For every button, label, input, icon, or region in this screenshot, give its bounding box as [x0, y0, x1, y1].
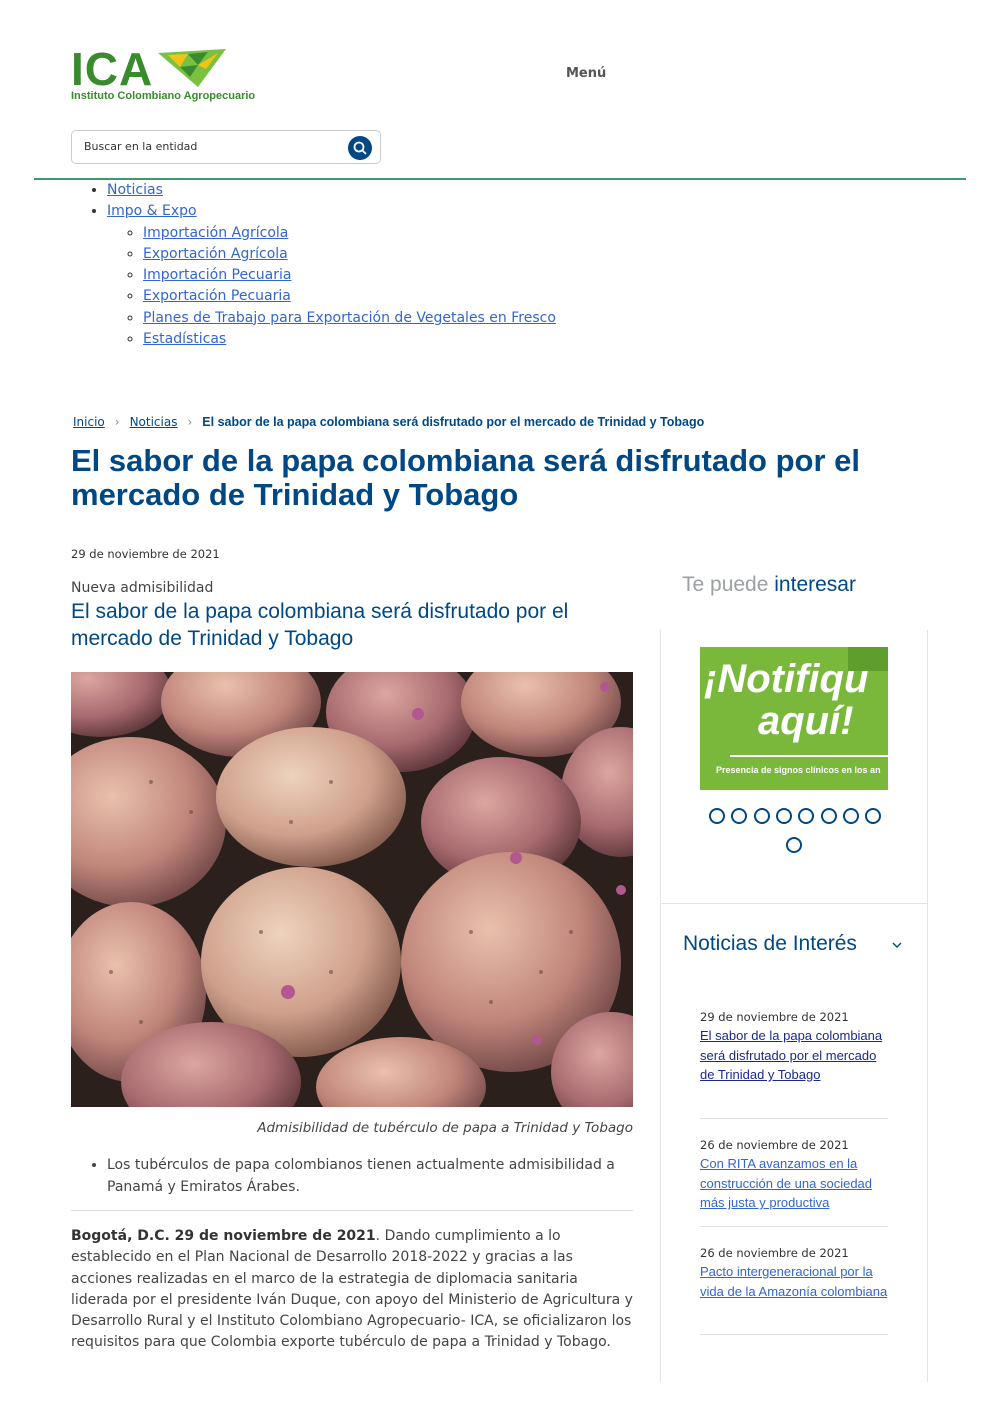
potatoes-image	[71, 672, 633, 1107]
news-link[interactable]: El sabor de la papa colombiana será disfrutado por el mercado de Trinidad y Tobago	[700, 1028, 883, 1082]
article-body	[71, 1226, 633, 1354]
search-input[interactable]	[82, 139, 336, 154]
carousel-dot[interactable]	[709, 808, 725, 824]
nav-item-impo-expo	[107, 201, 556, 350]
breadcrumb-home[interactable]: Inicio	[73, 415, 105, 429]
nav-link-exportacion-agricola[interactable]: Exportación Agrícola	[143, 245, 288, 262]
divider	[700, 1334, 888, 1335]
news-date: 26 de noviembre de 2021	[700, 1246, 849, 1260]
banner-divider	[730, 755, 888, 757]
interest-heading	[682, 573, 856, 597]
nav-subitem	[143, 308, 556, 329]
list-item: • Los tubérculos de papa colombianos tienen actualmente admisibilidad a Panamá y Emiratos Árabes.	[107, 1154, 633, 1198]
nav-subitem	[143, 265, 556, 286]
chevron-right-icon: ›	[187, 415, 193, 429]
divider	[700, 1226, 888, 1227]
search-icon	[348, 136, 372, 160]
page-title: El sabor de la papa colombiana será disfrutado por el mercado de Trinidad y Tobago	[71, 443, 860, 512]
search-button[interactable]	[348, 136, 372, 160]
nav-subitem	[143, 329, 556, 350]
banner-title-2: aquí!	[758, 699, 854, 743]
nav-link-impo-expo[interactable]: Impo & Expo	[107, 203, 197, 220]
sidebar-divider	[660, 903, 928, 904]
news-date: 29 de noviembre de 2021	[700, 1010, 849, 1024]
main-nav	[0, 180, 556, 350]
chevron-right-icon: ›	[114, 415, 120, 429]
divider	[71, 1210, 633, 1211]
news-item	[700, 1008, 888, 1085]
nav-subitem	[143, 286, 556, 307]
news-date: 26 de noviembre de 2021	[700, 1138, 849, 1152]
nav-item-noticias	[107, 180, 556, 201]
carousel-dot[interactable]	[821, 808, 837, 824]
article-kicker: Nueva admisibilidad	[71, 580, 214, 596]
news-of-interest-heading[interactable]: Noticias de Interés	[683, 932, 857, 955]
image-caption: Admisibilidad de tubérculo de papa a Trinidad y Tobago	[257, 1120, 633, 1136]
news-link[interactable]: Pacto intergeneracional por la vida de la Amazonía colombiana	[700, 1264, 888, 1299]
publish-date: 29 de noviembre de 2021	[71, 547, 220, 561]
breadcrumb-noticias[interactable]: Noticias	[129, 415, 178, 429]
nav-link-noticias[interactable]: Noticias	[107, 182, 163, 198]
carousel-dot[interactable]	[843, 808, 859, 824]
nav-subitem	[143, 244, 556, 265]
nav-link-exportacion-pecuaria[interactable]: Exportación Pecuaria	[143, 288, 291, 305]
nav-link-planes-de-trabajo[interactable]: Planes de Trabajo para Exportación de Vegetales en Fresco	[143, 309, 556, 326]
article-bullets	[71, 1154, 633, 1198]
carousel-dot[interactable]	[786, 837, 802, 853]
nav-subitem	[143, 223, 556, 244]
ica-logo[interactable]: ICA	[71, 43, 154, 95]
banner-caption: Presencia de signos clínicos en los an	[716, 765, 881, 775]
menu-button[interactable]: Menú	[566, 66, 607, 81]
nav-link-importacion-agricola[interactable]: Importación Agrícola	[143, 224, 289, 241]
news-item	[700, 1244, 888, 1301]
carousel-dot[interactable]	[776, 808, 792, 824]
nav-link-estadisticas[interactable]: Estadísticas	[143, 331, 227, 348]
article-body-text: . Dando cumplimiento a lo establecido en el Plan Nacional de Desarrollo 2018-2022 y gracias a las acciones realizadas en el marco de la estrategia de diplomacia sanitaria liderada por el presidente Iván Duque, con apoyo del Ministerio de Agricultura y Desarrollo Rural y el Instituto Colombiano Agropecuario- ICA, se oficializaron los requisitos para que Colombia exporte tubérculo de papa a Trinidad y Tobago.	[71, 1228, 633, 1351]
nav-link-importacion-pecuaria[interactable]: Importación Pecuaria	[143, 267, 292, 284]
divider	[700, 1118, 888, 1119]
article-image	[71, 672, 633, 1107]
banner-title: ¡Notifiqu	[704, 657, 869, 701]
breadcrumb	[73, 415, 704, 429]
interest-heading-bold: interesar	[774, 573, 856, 596]
chevron-down-icon[interactable]	[891, 940, 903, 950]
carousel-dot[interactable]	[754, 808, 770, 824]
logo-subtitle: Instituto Colombiano Agropecuario	[71, 90, 256, 102]
news-link[interactable]: Con RITA avanzamos en la construcción de una sociedad más justa y productiva	[700, 1156, 873, 1210]
news-item	[700, 1136, 888, 1213]
article-subtitle: El sabor de la papa colombiana será disfrutado por el mercado de Trinidad y Tobago	[71, 600, 569, 650]
breadcrumb-current: El sabor de la papa colombiana será disfrutado por el mercado de Trinidad y Tobago	[202, 415, 705, 429]
search-box	[71, 130, 381, 164]
ica-logo-mark-icon	[158, 47, 228, 91]
notification-banner[interactable]	[700, 647, 888, 790]
carousel-dot[interactable]	[865, 808, 881, 824]
article-lead: Bogotá, D.C. 29 de noviembre de 2021	[71, 1228, 376, 1244]
interest-heading-light: Te puede	[682, 573, 769, 596]
